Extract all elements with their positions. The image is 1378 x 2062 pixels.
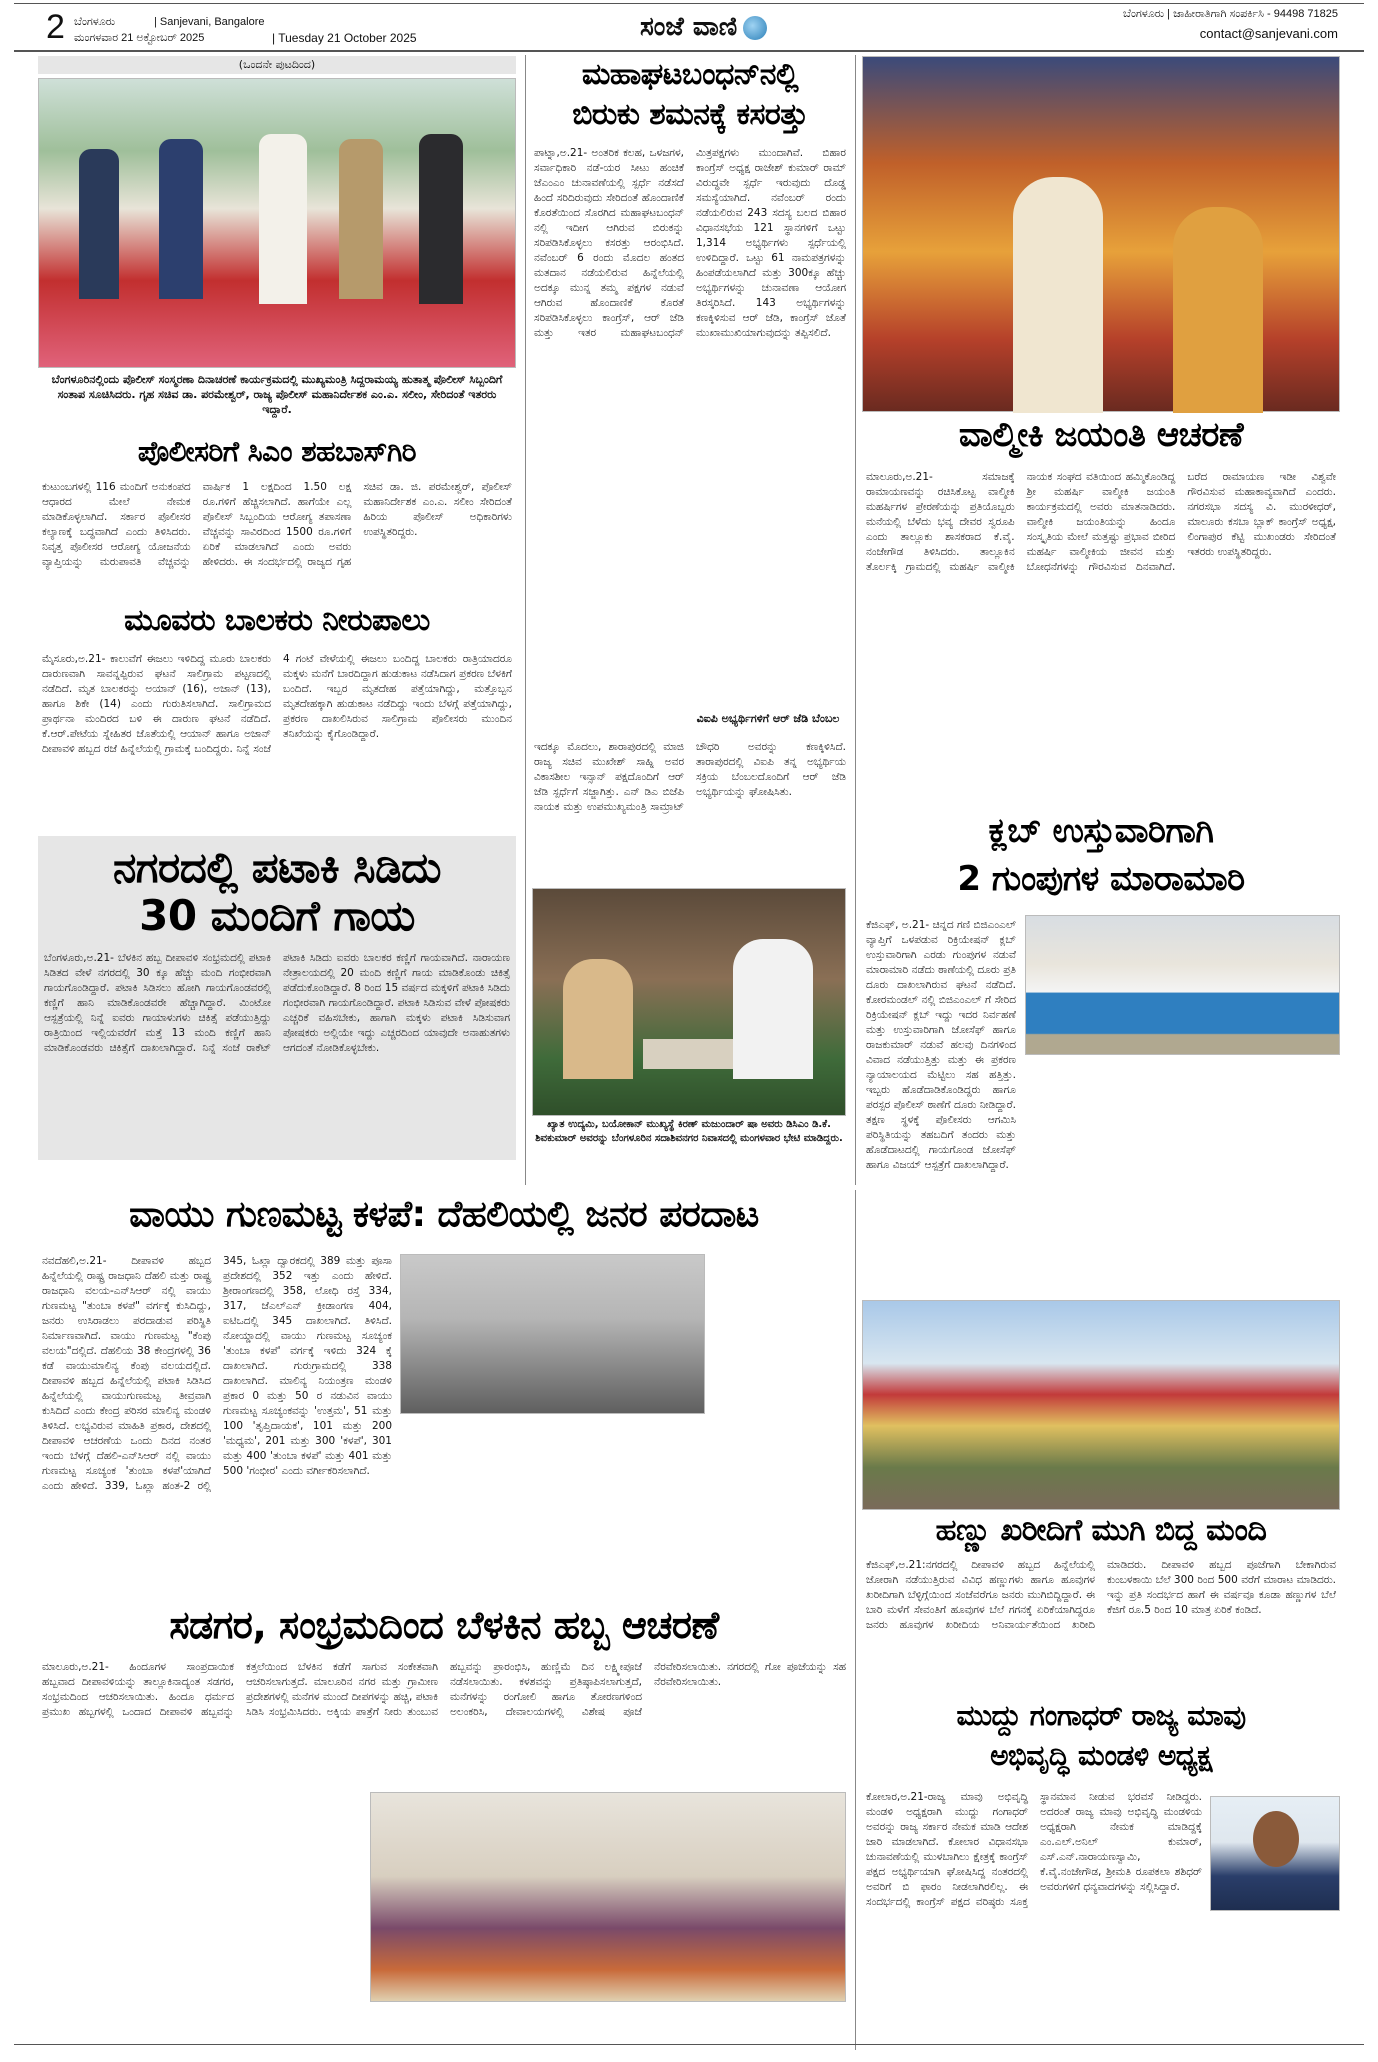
headline: ವಾಲ್ಮೀಕಿ ಜಯಂತಿ ಆಚರಣೆ bbox=[958, 415, 1244, 455]
headline-line-2: ಅಭಿವೃದ್ಧಿ ಮಂಡಳಿ ಅಧ್ಯಕ್ಷ bbox=[990, 1739, 1212, 1772]
header-rule bbox=[14, 50, 1364, 52]
article-body: ಮಾಲೂರು,ಅ.21- ಸಮಾಜಕ್ಕೆ ರಾಮಾಯಣವನ್ನು ರಚಿಸಿಕೊಟ್ಟ ವಾಲ್ಮೀಕಿ ಮಹರ್ಷಿಗಳ ಪ್ರೇರಣೆಯನ್ನು ಪ್ರತಿಯೊಬ್ಬರು ಮನೆಯಲ್ಲಿ ಬೆಳೆದು ಭವ್ಯ ದೇವರ ಸ್ವರೂಪಿ ಎಂದು ತಾಲ್ಲೂಕು ಶಾಸಕರಾದ ಕೆ.ವೈ. ನಂಜೇಗೌಡ ತಿಳಿಸಿದರು. ತಾಲ್ಲೂಕಿನ ತೊರ್ಲಕ್ಕಿ ಗ್ರಾಮದಲ್ಲಿ ಮಹರ್ಷಿ ವಾಲ್ಮೀಕಿ ನಾಯಕ ಸಂಘದ ವತಿಯಿಂದ ಹಮ್ಮಿಕೊಂಡಿದ್ದ ಶ್ರೀ ಮಹರ್ಷಿ ವಾಲ್ಮೀಕಿ ಜಯಂತಿ ಕಾರ್ಯಕ್ರಮದಲ್ಲಿ ಅವರು ಮಾತನಾಡಿದರು. ವಾಲ್ಮೀಕಿ ಜಯಂತಿಯನ್ನು ಹಿಂದೂ ಸಂಸ್ಕೃತಿಯ ಮೇಲೆ ಮತ್ತಷ್ಟು ಪ್ರಭಾವ ಬೀರಿದ ಮಹರ್ಷಿ ವಾಲ್ಮೀಕಿಯ ಜೀವನ ಮತ್ತು ಬೋಧನೆಗಳನ್ನು ಗೌರವಿಸುವ ದಿನವಾಗಿದೆ. ಬರೆದ ರಾಮಾಯಣ ಇಡೀ ವಿಶ್ವವೇ ಗೌರವಿಸುವ ಮಹಾಕಾವ್ಯವಾಗಿದೆ ಎಂದರು. ನಗರಸಭಾ ಸದಸ್ಯ ವಿ. ಮುರಳೀಧರ್, ಮಾಲೂರು ಕಸಬಾ ಬ್ಲಾಕ್ ಕಾಂಗ್ರೆಸ್ ಅಧ್ಯಕ್ಷ, ಲಿಂಗಾಪುರ ಕೆಟ್ಟಿ ಮುಖಂಡರು ಸೇರಿದಂತೆ ಇತರರು ಉಪಸ್ಥಿತರಿದ್ದರು. bbox=[866, 471, 1336, 573]
headline: ವಾಯು ಗುಣಮಟ್ಟ ಕಳಪೆ: ದೆಹಲಿಯಲ್ಲಿ ಜನರ ಪರದಾಟ bbox=[129, 1194, 759, 1235]
article-body: ಕೆಜಿಎಫ್,ಅ.21:ನಗರದಲ್ಲಿ ದೀಪಾವಳಿ ಹಬ್ಬದ ಹಿನ್ನೆಲೆಯಲ್ಲಿ ಜೋರಾಗಿ ನಡೆಯುತ್ತಿರುವ ವಿವಿಧ ಹಣ್ಣುಗಳು ಹಾಗೂ ಹೂವುಗಳ ಖರೀದಿಗಾಗಿ ಬೆಳ್ಳಿಗ್ಗೆಯಿಂದ ಸಂಜೆವರೆಗೂ ಜನರು ಮುಗಿಬಿದ್ದಿದ್ದಾರೆ. ಈ ಬಾರಿ ಮಳೆಗೆ ಸೇವಂತಿಗೆ ಹೂವುಗಳ ಬೆಲೆ ಗಗನಕ್ಕೆ ಏರಿಕೆಯಾಗಿದ್ದರೂ ಜನರು ಹೂವುಗಳ ಖರೀದಿಯ ಅನಿವಾರ್ಯತೆಯಿಂದ ಖರೀದಿ ಮಾಡಿದರು. ದೀಪಾವಳಿ ಹಬ್ಬದ ಪೂಜೆಗಾಗಿ ಬೇಕಾಗಿರುವ ಕುಂಬಳಕಾಯಿ ಬೆಲೆ 300 ರಿಂದ 500 ವರೆಗೆ ಮಾರಾಟ ಮಾಡಿದರು. ಇನ್ನು ಪ್ರತಿ ಸಂದರ್ಭದ ಹಾಗೆ ಈ ವರ್ಷವೂ ಕೂಡಾ ಹಣ್ಣುಗಳ ಬೆಲೆ ಕೆಜಿಗೆ ರೂ.5 ರಿಂದ 10 ಮಾತ್ರ ಏರಿಕೆ ಕಂಡಿದೆ. bbox=[866, 1559, 1336, 1631]
bottom-rule bbox=[14, 2044, 1364, 2045]
club-building-photo bbox=[1025, 915, 1340, 1055]
city-label: ಬೆಂಗಳೂರು bbox=[74, 16, 116, 28]
ad-contact: ಬೆಂಗಳೂರು | ಜಾಹೀರಾತಿಗಾಗಿ ಸಂಪರ್ಕಿಸಿ - 94498 71825 bbox=[1123, 8, 1338, 20]
headline: ಪೊಲೀಸರಿಗೆ ಸಿಎಂ ಶಹಬಾಸ್‌ಗಿರಿ bbox=[137, 435, 417, 468]
contact-email[interactable]: contact@sanjevani.com bbox=[1199, 26, 1338, 41]
subheading: ವಿಐಪಿ ಅಭ್ಯರ್ಥಿಗಳಿಗೆ ಆರ್ ಜೆಡಿ ಬೆಂಬಲ bbox=[696, 712, 840, 725]
photo-caption: ಬೆಂಗಳೂರಿನಲ್ಲಿಂದು ಪೊಲೀಸ್ ಸಂಸ್ಮರಣಾ ದಿನಾಚರಣೆ ಕಾರ್ಯಕ್ರಮದಲ್ಲಿ ಮುಖ್ಯಮಂತ್ರಿ ಸಿದ್ದರಾಮಯ್ಯ ಹುತಾತ್ಮ ಪೊಲೀಸ್ ಸಿಬ್ಬಂದಿಗೆ ಸಂತಾಪ ಸೂಚಿಸಿದರು. ಗೃಹ ಸಚಿವ ಡಾ. ಪರಮೇಶ್ವರ್, ರಾಜ್ಯ ಪೊಲೀಸ್ ಮಹಾನಿರ್ದೇಶಕ ಎಂ.ಎ. ಸಲೀಂ, ಸೇರಿದಂತೆ ಇತರರು ಇದ್ದಾರೆ. bbox=[51, 373, 503, 416]
meeting-photo bbox=[532, 888, 846, 1116]
column-rule bbox=[525, 55, 526, 1185]
article-body: ಪಾಟ್ನಾ,ಅ.21- ಅಂತರಿಕ ಕಲಹ, ಒಳಜಗಳ, ಸರ್ವಾಧಿಕಾರಿ ನಡೆ-ಯರ ಸೀಟು ಹಂಚಿಕೆ ಜೆಎಂಎಂ ಚುನಾವಣೆಯಲ್ಲಿ ಸ್ಪರ್ಧೆ ನಡೆಸದೆ ಹಿಂದೆ ಸರಿದಿರುವುದು ಸೇರಿದಂತೆ ಹೊಂದಾಣಿಕೆ ಕೊರತೆಯಿಂದ ಸೊರಗಿದ ಮಹಾಘಟಬಂಧನ್ ನಲ್ಲಿ ಇದೀಗ ಆಗಿರುವ ಬಿರುಕನ್ನು ಸರಿಪಡಿಸಿಕೊಳ್ಳಲು ಕಸರತ್ತು ಆರಂಭಿಸಿದೆ. ನವೆಂಬರ್ 6 ರಂದು ಮೊದಲ ಹಂತದ ಮತದಾನ ನಡೆಯಲಿರುವ ಹಿನ್ನೆಲೆಯಲ್ಲಿ ಅದಕ್ಕೂ ಮುನ್ನ ತಮ್ಮ ಪಕ್ಷಗಳ ನಡುವೆ ಆಗಿರುವ ಹೊಂದಾಣಿಕೆ ಕೊರತೆ ಸರಿಪಡಿಸಿಕೊಳ್ಳಲು ಕಾಂಗ್ರೆಸ್, ಆರ್ ಜೆಡಿ ಮತ್ತು ಇತರ ಮಹಾಘಟಬಂಧನ್ ಮಿತ್ರಪಕ್ಷಗಳು ಮುಂದಾಗಿವೆ. ಬಿಹಾರ ಕಾಂಗ್ರೆಸ್ ಅಧ್ಯಕ್ಷ ರಾಜೇಶ್ ಕುಮಾರ್ ರಾಮ್ ವಿರುದ್ಧವೇ ಸ್ಪರ್ಧೆ ಇರುವುದು ದೊಡ್ಡ ಸಮಸ್ಯೆಯಾಗಿದೆ. ನವೆಂಬರ್ ರಂದು ನಡೆಯಲಿರುವ 243 ಸದಸ್ಯ ಬಲದ ಬಿಹಾರ ವಿಧಾನಸಭೆಯ 121 ಸ್ಥಾನಗಳಿಗೆ ಒಟ್ಟು 1,314 ಅಭ್ಯರ್ಥಿಗಳು ಸ್ಪರ್ಧೆಯಲ್ಲಿ ಉಳಿದಿದ್ದಾರೆ. ಒಟ್ಟು 61 ನಾಮಪತ್ರಗಳನ್ನು ಹಿಂಪಡೆಯಲಾಗಿದೆ ಮತ್ತು 300ಕ್ಕೂ ಹೆಚ್ಚು ಅಭ್ಯರ್ಥಿಗಳನ್ನು ಚುನಾವಣಾ ಆಯೋಗ ತಿರಸ್ಕರಿಸಿದೆ. 143 ಅಭ್ಯರ್ಥಿಗಳನ್ನು ಕಣಕ್ಕಿಳಿಸುವ ಆರ್ ಜೆಡಿ, ಕಾಂಗ್ರೆಸ್ ಜೊತೆ ಮುಖಾಮುಖಿಯಾಗುವುದನ್ನು ತಪ್ಪಿಸಲಿದೆ. bbox=[534, 147, 846, 339]
logo-text: ಸಂಜೆ ವಾಣಿ bbox=[640, 12, 738, 42]
page-number: 2 bbox=[46, 8, 65, 46]
article-body: ಬೆಂಗಳೂರು,ಅ.21- ಬೆಳಕಿನ ಹಬ್ಬ ದೀಪಾವಳಿ ಸಂಭ್ರಮದಲ್ಲಿ ಪಟಾಕಿ ಸಿಡಿತದ ವೇಳೆ ನಗರದಲ್ಲಿ 30 ಕ್ಕೂ ಹೆಚ್ಚು ಮಂದಿ ಗಂಭೀರವಾಗಿ ಗಾಯಗೊಂಡಿದ್ದಾರೆ. ಪಟಾಕಿ ಸಿಡಿಸಲು ಹೋಗಿ ಗಾಯಗೊಂಡವರಲ್ಲಿ ಕಣ್ಣಿಗೆ ಹಾನಿ ಮಾಡಿಕೊಂಡವರೇ ಹೆಚ್ಚಾಗಿದ್ದಾರೆ. ಮಿಂಟೋ ಆಸ್ಪತ್ರೆಯಲ್ಲಿ ನಿನ್ನೆ ಐವರು ಗಾಯಾಳುಗಳು ಚಿಕಿತ್ಸೆ ಪಡೆಯುತ್ತಿದ್ದು ರಾತ್ರಿಯಿಂದ ಇಲ್ಲಿಯವರೆಗೆ ಮತ್ತೆ 13 ಮಂದಿ ಕಣ್ಣಿಗೆ ಹಾನಿ ಮಾಡಿಕೊಂಡವರು ಚಿಕಿತ್ಸೆಗೆ ದಾಖಲಾಗಿದ್ದಾರೆ. ನಿನ್ನೆ ಸಂಜೆ ರಾಕೆಟ್ ಪಟಾಕಿ ಸಿಡಿದು ಐವರು ಬಾಲಕರ ಕಣ್ಣಿಗೆ ಗಾಯವಾಗಿದೆ. ನಾರಾಯಣ ನೇತ್ರಾಲಯದಲ್ಲಿ 20 ಮಂದಿ ಕಣ್ಣಿಗೆ ಗಾಯ ಮಾಡಿಕೊಂಡು ಚಿಕಿತ್ಸೆ ಪಡೆದುಕೊಂಡಿದ್ದಾರೆ. 8 ರಿಂದ 15 ವರ್ಷದ ಮಕ್ಕಳಿಗೆ ಪಟಾಕಿ ಸಿಡಿದು ಗಂಭೀರವಾಗಿ ಗಾಯಗೊಂಡಿದ್ದಾರೆ. ಪಟಾಕಿ ಸಿಡಿಸುವ ವೇಳೆ ಪೋಷಕರು ಎಚ್ಚರಿಕೆ ವಹಿಸಬೇಕು, ಹಾಗಾಗಿ ಮಕ್ಕಳು ಪಟಾಕಿ ಸಿಡಿಸುವಾಗ ಪೋಷಕರು ಅಲ್ಲಿಯೇ ಇದ್ದು ಎಚ್ಚರದಿಂದ ಯಾವುದೇ ಅನಾಹುತಗಳು ಆಗದಂತೆ ನೋಡಿಕೊಳ್ಳಬೇಕು. bbox=[44, 951, 510, 1054]
top-rule bbox=[14, 3, 1364, 4]
headline-line-1: ಮಹಾಘಟಬಂಧನ್‌ನಲ್ಲಿ bbox=[581, 57, 799, 92]
headline-line-1: ಮುದ್ದು ಗಂಗಾಧರ್ ರಾಜ್ಯ ಮಾವು bbox=[956, 1699, 1246, 1732]
article-crackers bbox=[38, 836, 516, 1160]
article-body-2: ಇದಕ್ಕೂ ಮೊದಲು, ಶಾರಾಪುರದಲ್ಲಿ ಮಾಜಿ ರಾಜ್ಯ ಸಚಿವ ಮುಖೇಶ್ ಸಾಹ್ನಿ ಅವರ ವಿಕಾಸಶೀಲ ಇನ್ಸಾನ್ ಪಕ್ಷದೊಂದಿಗೆ ಆರ್ ಜೆಡಿ ಸ್ಪರ್ಧೆಗೆ ಸಜ್ಜಾಗಿತ್ತು. ಎನ್ ಡಿಎ ಬಿಜೆಪಿ ನಾಯಕ ಮತ್ತು ಉಪಮುಖ್ಯಮಂತ್ರಿ ಸಾಮ್ರಾಟ್ ಚೌಧರಿ ಅವರನ್ನು ಕಣಕ್ಕಿಳಿಸಿದೆ. ತಾರಾಪುರದಲ್ಲಿ ವಿಐಪಿ ತನ್ನ ಅಭ್ಯರ್ಥಿಯ ಸಕ್ರಿಯ ಬೆಂಬಲದೊಂದಿಗೆ ಆರ್ ಜೆಡಿ ಅಭ್ಯರ್ಥಿಯನ್ನು ಘೋಷಿಸಿತು. bbox=[534, 741, 846, 813]
headline-line-2: ಬಿರುಕು ಶಮನಕ್ಕೆ ಕಸರತ್ತು bbox=[572, 97, 808, 132]
portrait-photo bbox=[1210, 1796, 1340, 1911]
column-rule bbox=[855, 55, 856, 1185]
article-body: ಕೆಜಿಎಫ್, ಅ.21- ಚಿನ್ನದ ಗಣಿ ಬಿಜಿಎಂಎಲ್ ವ್ಯಾಪ್ತಿಗೆ ಒಳಪಡುವ ರಿಕ್ರಿಯೇಷನ್ ಕ್ಲಬ್ ಉಸ್ತುವಾರಿಗಾಗಿ ಎರಡು ಗುಂಪುಗಳ ನಡುವೆ ಮಾರಾಮಾರಿ ನಡೆದು ಠಾಣೆಯಲ್ಲಿ ದೂರು ಪ್ರತಿ ದೂರು ದಾಖಲಾಗಿರುವ ಘಟನೆ ನಡೆದಿದೆ. ಕೋರಮಂಡಲ್ ನಲ್ಲಿ ಬಿಜಿಎಂಎಲ್ ಗೆ ಸೇರಿದ ರಿಕ್ರಿಯೇಷನ್ ಕ್ಲಬ್ ಇದ್ದು ಇದರ ನಿರ್ವಹಣೆ ಮತ್ತು ಉಸ್ತುವಾರಿಗಾಗಿ ಜೋಸೆಫ್ ಹಾಗೂ ರಾಜಕುಮಾರ್ ನಡುವೆ ಹಲವು ದಿನಗಳಿಂದ ವಿವಾದ ನಡೆಯುತ್ತಿತ್ತು ಮತ್ತು ಈ ಪ್ರಕರಣ ನ್ಯಾಯಾಲಯದ ಮೆಟ್ಟಿಲು ಸಹ ಹತ್ತಿತ್ತು. ಇಬ್ಬರು ಹೊಡೆದಾಡಿಕೊಂಡಿದ್ದರು ಹಾಗೂ ಪರಸ್ಪರ ಪೊಲೀಸ್ ಠಾಣೆಗೆ ದೂರು ನೀಡಿದ್ದಾರೆ. ತಕ್ಷಣ ಸ್ಥಳಕ್ಕೆ ಪೊಲೀಸರು ಆಗಮಿಸಿ ಪರಿಸ್ಥಿತಿಯನ್ನು ತಹಬದಿಗೆ ತಂದರು ಮತ್ತು ಹೊಡೆದಾಟದಲ್ಲಿ ಗಾಯಗೊಂಡ ಜೋಸೆಫ್ ಹಾಗೂ ವಿಜಯ್ ಆಸ್ಪತ್ರೆಗೆ ದಾಖಲಾಗಿದ್ದಾರೆ. bbox=[866, 919, 1016, 1171]
deepavali-pooja-photo bbox=[370, 1792, 846, 2002]
fruit-market-photo bbox=[862, 1300, 1340, 1510]
headline: ಸಡಗರ, ಸಂಭ್ರಮದಿಂದ ಬೆಳಕಿನ ಹಬ್ಬ ಆಚರಣೆ bbox=[169, 1603, 719, 1647]
globe-icon bbox=[743, 16, 767, 40]
headline-line-2: 30 ಮಂದಿಗೆ ಗಾಯ bbox=[139, 891, 415, 941]
newspaper-logo bbox=[640, 12, 767, 43]
article-body: ಕುಟುಂಬಗಳಲ್ಲಿ 116 ಮಂದಿಗೆ ಅನುಕಂಪದ ಆಧಾರದ ಮೇಲೆ ನೇಮಕ ಮಾಡಿಕೊಳ್ಳಲಾಗಿದೆ. ಸರ್ಕಾರ ಪೊಲೀಸರ ಕಲ್ಯಾಣಕ್ಕೆ ಬದ್ಧವಾಗಿದೆ ಎಂದು ತಿಳಿಸಿದರು. ನಿವೃತ್ತ ಪೊಲೀಸರ ಆರೋಗ್ಯ ಯೋಜನೆಯ ವ್ಯಾಪ್ತಿಯನ್ನು ಮರುಪಾವತಿ ವೆಚ್ಚವನ್ನು ವಾರ್ಷಿಕ 1 ಲಕ್ಷದಿಂದ 1.50 ಲಕ್ಷ ರೂ.ಗಳಿಗೆ ಹೆಚ್ಚಿಸಲಾಗಿದೆ. ಹಾಗೆಯೇ ಎಲ್ಲ ಪೊಲೀಸ್ ಸಿಬ್ಬಂದಿಯ ಆರೋಗ್ಯ ತಪಾಸಣಾ ವೆಚ್ಚವನ್ನು ಸಾವಿರದಿಂದ 1500 ರೂ.ಗಳಿಗೆ ಏರಿಕೆ ಮಾಡಲಾಗಿದೆ ಎಂದು ಅವರು ಹೇಳಿದರು. ಈ ಸಂದರ್ಭದಲ್ಲಿ ರಾಜ್ಯದ ಗೃಹ ಸಚಿವ ಡಾ. ಜಿ. ಪರಮೇಶ್ವರ್, ಪೊಲೀಸ್ ಮಹಾನಿರ್ದೇಶಕ ಎಂ.ಎ. ಸಲೀಂ ಸೇರಿದಂತೆ ಹಿರಿಯ ಪೊಲೀಸ್ ಅಧಿಕಾರಿಗಳು ಉಪಸ್ಥಿತರಿದ್ದರು. bbox=[42, 481, 512, 568]
column-rule bbox=[855, 1190, 856, 2050]
date-english: | Tuesday 21 October 2025 bbox=[272, 31, 417, 45]
photo-caption: ಖ್ಯಾತ ಉದ್ಯಮಿ, ಬಯೋಕಾನ್ ಮುಖ್ಯಸ್ಥೆ ಕಿರಣ್ ಮಜುಂದಾರ್ ಷಾ ಅವರು ಡಿಸಿಎಂ ಡಿ.ಕೆ. ಶಿವಕುಮಾರ್ ಅವರನ್ನು ಬೆಂಗಳೂರಿನ ಸದಾಶಿವನಗರ ನಿವಾಸದಲ್ಲಿ ಮಂಗಳವಾರ ಭೇಟಿ ಮಾಡಿದ್ದರು. bbox=[535, 1119, 843, 1144]
police-ceremony-photo bbox=[38, 78, 516, 368]
article-body: ಕೋಲಾರ,ಅ.21-ರಾಜ್ಯ ಮಾವು ಅಭಿವೃದ್ಧಿ ಮಂಡಳಿ ಅಧ್ಯಕ್ಷರಾಗಿ ಮುದ್ದು ಗಂಗಾಧರ್ ಅವರನ್ನು ರಾಜ್ಯ ಸರ್ಕಾರ ನೇಮಕ ಮಾಡಿ ಆದೇಶ ಜಾರಿ ಮಾಡಲಾಗಿದೆ. ಕೋಲಾರ ವಿಧಾನಸಭಾ ಚುನಾವಣೆಯಲ್ಲಿ ಮುಳಬಾಗಿಲು ಕ್ಷೇತ್ರಕ್ಕೆ ಕಾಂಗ್ರೆಸ್ ಪಕ್ಷದ ಅಭ್ಯರ್ಥಿಯಾಗಿ ಘೋಷಿಸಿದ್ದ ನಂತರದಲ್ಲಿ ಅವರಿಗೆ ಬಿ ಫಾರಂ ನೀಡಲಾಗಿರಲಿಲ್ಲ. ಈ ಸಂದರ್ಭದಲ್ಲಿ ಕಾಂಗ್ರೆಸ್ ಪಕ್ಷದ ವರಿಷ್ಠರು ಸೂಕ್ತ ಸ್ಥಾನಮಾನ ನೀಡುವ ಭರವಸೆ ನೀಡಿದ್ದರು. ಅದರಂತೆ ರಾಜ್ಯ ಮಾವು ಅಭಿವೃದ್ಧಿ ಮಂಡಳಿಯ ಅಧ್ಯಕ್ಷರಾಗಿ ನೇಮಕ ಮಾಡಿದ್ದಕ್ಕೆ ಎಂ.ಎಲ್.ಅನಿಲ್ ಕುಮಾರ್, ಎಸ್.ಎನ್.ನಾರಾಯಣಸ್ವಾಮಿ, ಕೆ.ವೈ.ನಂಜೇಗೌಡ, ಶ್ರೀಮತಿ ರೂಪಕಲಾ ಶಶಿಧರ್ ಅವರುಗಳಿಗೆ ಧನ್ಯವಾದಗಳನ್ನು ಸಲ್ಲಿಸಿದ್ದಾರೆ. bbox=[866, 1791, 1202, 1908]
article-body: ಮಾಲೂರು,ಅ.21- ಹಿಂದೂಗಳ ಸಾಂಪ್ರದಾಯಿಕ ಹಬ್ಬವಾದ ದೀಪಾವಳಿಯನ್ನು ತಾಲ್ಲೂಕಿನಾದ್ಯಂತ ಸಡಗರ, ಸಂಭ್ರಮದಿಂದ ಆಚರಿಸಲಾಯಿತು. ಹಿಂದೂ ಧರ್ಮದ ಪ್ರಮುಖ ಹಬ್ಬಗಳಲ್ಲಿ ಒಂದಾದ ದೀಪಾವಳಿ ಹಬ್ಬವನ್ನು ಕತ್ತಲೆಯಿಂದ ಬೆಳಕಿನ ಕಡೆಗೆ ಸಾಗುವ ಸಂಕೇತವಾಗಿ ಆಚರಿಸಲಾಗುತ್ತದೆ. ಮಾಲೂರಿನ ನಗರ ಮತ್ತು ಗ್ರಾಮೀಣ ಪ್ರದೇಶಗಳಲ್ಲಿ ಮನೆಗಳ ಮುಂದೆ ದೀಪಗಳನ್ನು ಹಚ್ಚಿ, ಪಟಾಕಿ ಸಿಡಿಸಿ ಸಂಭ್ರಮಿಸಿದರು. ಅಕ್ಕಿಯ ಪಾತ್ರೆಗೆ ನೀರು ತುಂಬುವ ಹಬ್ಬವನ್ನು ಪ್ರಾರಂಭಿಸಿ, ಹುಣ್ಣಿಮೆ ದಿನ ಲಕ್ಷ್ಮೀಪೂಜೆ ನಡೆಸಲಾಯಿತು. ಕಳಶವನ್ನು ಪ್ರತಿಷ್ಠಾಪಿಸಲಾಗುತ್ತದೆ, ಮನೆಗಳನ್ನು ರಂಗೋಲಿ ಹಾಗೂ ತೋರಣಗಳಿಂದ ಅಲಂಕರಿಸಿ, ದೇವಾಲಯಗಳಲ್ಲಿ ವಿಶೇಷ ಪೂಜೆ ನೆರವೇರಿಸಲಾಯಿತು. ನಗರದಲ್ಲಿ ಗೋ ಪೂಜೆಯನ್ನು ಸಹ ನೆರವೇರಿಸಲಾಯಿತು. bbox=[42, 1661, 846, 1718]
smog-traffic-photo bbox=[400, 1254, 705, 1414]
valmiki-celebration-photo bbox=[862, 56, 1340, 412]
article-body: ಮೈಸೂರು,ಅ.21- ಕಾಲುವೆಗೆ ಈಜಲು ಇಳಿದಿದ್ದ ಮೂರು ಬಾಲಕರು ದಾರುಣವಾಗಿ ಸಾವನ್ನಪ್ಪಿರುವ ಘಟನೆ ಸಾಲಿಗ್ರಾಮ ಪಟ್ಟಣದಲ್ಲಿ ನಡೆದಿದೆ. ಮೃತ ಬಾಲಕರನ್ನು ಅಯಾನ್ (16), ಅಜಾನ್ (13), ಹಾಗೂ ಶಿಕೇ (14) ಎಂದು ಗುರುತಿಸಲಾಗಿದೆ. ಸಾಲಿಗ್ರಾಮದ ಪ್ರಾರ್ಥನಾ ಮಂದಿರದ ಬಳಿ ಈ ದಾರುಣ ಘಟನೆ ನಡೆದಿದೆ. ಕೆ.ಆರ್.ಪೇಟೆಯ ಸ್ನೇಹಿತರ ಜೊತೆಯಲ್ಲಿ ಆಯಾನ್ ಹಾಗೂ ಅಜಾನ್ ದೀಪಾವಳಿ ಹಬ್ಬದ ರಜೆ ಹಿನ್ನೆಲೆಯಲ್ಲಿ ಗ್ರಾಮಕ್ಕೆ ಬಂದಿದ್ದರು. ನಿನ್ನೆ ಸಂಜೆ 4 ಗಂಟೆ ವೇಳೆಯಲ್ಲಿ ಈಜಲು ಬಂದಿದ್ದ ಬಾಲಕರು ರಾತ್ರಿಯಾದರೂ ಮಕ್ಕಳು ಮನೆಗೆ ಬಾರದಿದ್ದಾಗ ಹುಡುಕಾಟ ನಡೆಸಿದಾಗ ಪ್ರಕರಣ ಬೆಳಕಿಗೆ ಬಂದಿದೆ. ಇಬ್ಬರ ಮೃತದೇಹ ಪತ್ತೆಯಾಗಿದ್ದು, ಮತ್ತೊಬ್ಬನ ಮೃತದೇಹಕ್ಕಾಗಿ ಹುಡುಕಾಟ ನಡೆದಿದ್ದು ಇಂದು ಬೆಳಗ್ಗೆ ಪತ್ತೆಯಾಗಿದ್ದು, ಪ್ರಕರಣ ದಾಖಲಿಸಿರುವ ಸಾಲಿಗ್ರಾಮ ಪೊಲೀಸರು ಮುಂದಿನ ತನಿಖೆಯನ್ನು ಕೈಗೊಂಡಿದ್ದಾರೆ. bbox=[42, 653, 512, 755]
article-body: ನವದೆಹಲಿ,ಅ.21- ದೀಪಾವಳಿ ಹಬ್ಬದ ಹಿನ್ನೆಲೆಯಲ್ಲಿ ರಾಷ್ಟ್ರ ರಾಜಧಾನಿ ದೆಹಲಿ ಮತ್ತು ರಾಷ್ಟ್ರ ರಾಜಧಾನಿ ವಲಯ-ಎನ್‌ಸಿಆರ್ ನಲ್ಲಿ ವಾಯು ಗುಣಮಟ್ಟ "ತುಂಬಾ ಕಳಪೆ" ವರ್ಗಕ್ಕೆ ಕುಸಿದಿದ್ದು, ಜನರು ಉಸಿರಾಡಲು ಪರದಾಡುವ ಪರಿಸ್ಥಿತಿ ನಿರ್ಮಾಣವಾಗಿದೆ. ವಾಯು ಗುಣಮಟ್ಟ "ಕೆಂಪು ವಲಯ"ದಲ್ಲಿದೆ. ದೆಹಲಿಯ 38 ಕೇಂದ್ರಗಳಲ್ಲಿ 36 ಕಡೆ ವಾಯುಮಾಲಿನ್ಯ ಕೆಂಪು ವಲಯದಲ್ಲಿದೆ. ದೀಪಾವಳಿ ಹಬ್ಬದ ಹಿನ್ನೆಲೆಯಲ್ಲಿ ಪಟಾಕಿ ಸಿಡಿಸಿದ ಹಿನ್ನೆಲೆಯಲ್ಲಿ ವಾಯುಗುಣಮಟ್ಟ ತೀವ್ರವಾಗಿ ಕುಸಿದಿದೆ ಎಂದು ಕೇಂದ್ರ ಪರಿಸರ ಮಾಲಿನ್ಯ ಮಂಡಳಿ ತಿಳಿಸಿದೆ. ಲಭ್ಯವಿರುವ ಮಾಹಿತಿ ಪ್ರಕಾರ, ದೇಶದಲ್ಲಿ ದೀಪಾವಳಿ ಆಚರಣೆಯ ಒಂದು ದಿನದ ನಂತರ ಇಂದು ಬೆಳಗ್ಗೆ ದೆಹಲಿ-ಎನ್‌ಸಿಆರ್ ನಲ್ಲಿ ವಾಯು ಗುಣಮಟ್ಟ ಸೂಚ್ಯಂಕ 'ತುಂಬಾ ಕಳಪೆ'ಯಾಗಿದೆ ಎಂದು ಹೇಳಿದೆ. 339, ಓಖ್ಲಾ ಹಂತ-2 ರಲ್ಲಿ 345, ಓಖ್ಲಾ ದ್ವಾರಕದಲ್ಲಿ 389 ಮತ್ತು ಪೂಸಾ ಪ್ರದೇಶದಲ್ಲಿ 352 ಇತ್ತು ಎಂದು ಹೇಳಿದೆ. ಶ್ರೀರಾಂಗಣದಲ್ಲಿ 358, ಲೋಧಿ ರಸ್ತೆ 334, 317, ಜೆಎಲ್‌ಎನ್ ಕ್ರೀಡಾಂಗಣ 404, ಐಟಿಒದಲ್ಲಿ 345 ದಾಖಲಾಗಿದೆ. ತಿಳಿಸಿದೆ. ನೋಯ್ಡಾದಲ್ಲಿ ವಾಯು ಗುಣಮಟ್ಟ ಸೂಚ್ಯಂಕ 'ತುಂಬಾ ಕಳಪೆ' ವರ್ಗಕ್ಕೆ ಇಳಿದು 324 ಕ್ಕೆ ದಾಖಲಾಗಿದೆ. ಗುರುಗ್ರಾಮದಲ್ಲಿ 338 ದಾಖಲಾಗಿದೆ. ಮಾಲಿನ್ಯ ನಿಯಂತ್ರಣ ಮಂಡಳಿ ಪ್ರಕಾರ 0 ಮತ್ತು 50 ರ ನಡುವಿನ ವಾಯು ಗುಣಮಟ್ಟ ಸೂಚ್ಯಂಕವನ್ನು 'ಉತ್ತಮ', 51 ಮತ್ತು 100 'ತೃಪ್ತಿದಾಯಕ', 101 ಮತ್ತು 200 'ಮಧ್ಯಮ', 201 ಮತ್ತು 300 'ಕಳಪೆ', 301 ಮತ್ತು 400 'ತುಂಬಾ ಕಳಪೆ' ಮತ್ತು 401 ಮತ್ತು 500 'ಗಂಭೀರ' ಎಂದು ವರ್ಗೀಕರಿಸಲಾಗಿದೆ. bbox=[42, 1255, 392, 1492]
headline: ಹಣ್ಣು ಖರೀದಿಗೆ ಮುಗಿ ಬಿದ್ದ ಮಂದಿ bbox=[935, 1513, 1267, 1548]
headline-line-1: ನಗರದಲ್ಲಿ ಪಟಾಕಿ ಸಿಡಿದು bbox=[112, 843, 442, 892]
date-kannada: ಮಂಗಳವಾರ 21 ಅಕ್ಟೋಬರ್ 2025 bbox=[74, 32, 205, 44]
continued-label: (ಒಂದನೇ ಪುಟದಿಂದ) bbox=[38, 56, 516, 74]
headline-line-2: 2 ಗುಂಪುಗಳ ಮಾರಾಮಾರಿ bbox=[957, 859, 1245, 899]
edition-label: | Sanjevani, Bangalore bbox=[154, 16, 265, 28]
headline: ಮೂವರು ಬಾಲಕರು ನೀರುಪಾಲು bbox=[124, 603, 430, 638]
headline-line-1: ಕ್ಲಬ್ ಉಸ್ತುವಾರಿಗಾಗಿ bbox=[988, 811, 1214, 851]
